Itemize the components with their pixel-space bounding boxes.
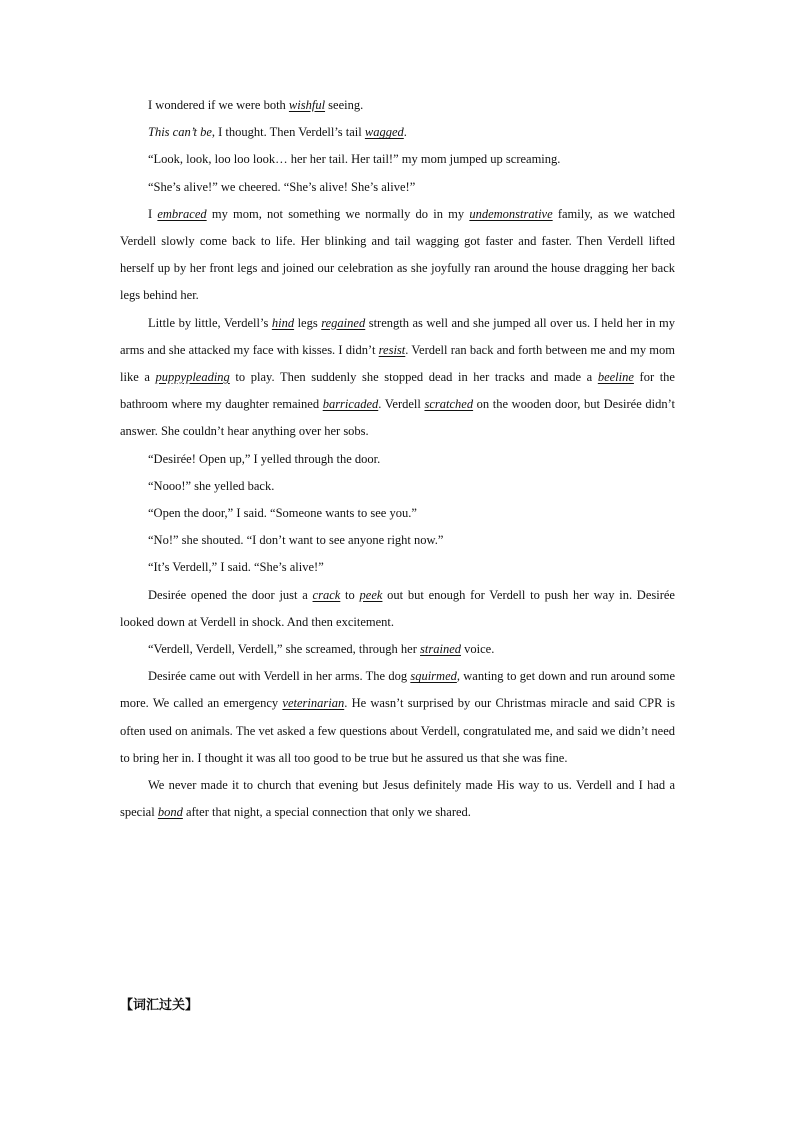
story-paragraph <box>120 500 675 527</box>
paragraph-text: . He wasn’t surprised by our Christmas miracle and said CPR is often used on animals. The vet asked a few questions about Verdell, congratulated me, and said we didn’t need to bring her in. I thought it was all too good to be true but he assured us that she was fine. <box>120 696 676 765</box>
paragraph-text: “No!” she shouted. “I don’t want to see anyone right now.” <box>148 533 444 548</box>
paragraph-text: . <box>403 125 407 140</box>
paragraph-text: family, as we watched Verdell slowly come back to life. Her blinking and tail wagging got faster and faster. Then Verdell lifted herself up by her front legs and joined our celebration as she joyfully ran around the house dragging her back legs behind her. <box>120 206 675 303</box>
paragraph-text: voice. <box>461 642 495 657</box>
vocabulary-word: scratched <box>424 397 474 412</box>
story-paragraph <box>120 174 675 201</box>
vocabulary-word: peek <box>359 587 383 602</box>
story-paragraph <box>120 146 675 173</box>
paragraph-text: to <box>340 587 360 602</box>
paragraph-text: seeing. <box>325 98 364 112</box>
vocabulary-section-heading: 【词汇过关】 <box>120 998 199 1013</box>
vocabulary-word: puppypleading <box>155 370 230 385</box>
paragraph-text: “Desirée! Open up,” I yelled through the door. <box>148 451 381 466</box>
paragraph-text: legs <box>294 315 322 330</box>
paragraph-text: “Open the door,” I said. “Someone wants to see you.” <box>148 506 417 521</box>
story-paragraph <box>120 527 675 554</box>
story-paragraph <box>120 663 675 772</box>
story-paragraph <box>120 636 675 663</box>
vocabulary-word: strained <box>420 642 461 657</box>
vocabulary-word: beeline <box>597 370 634 385</box>
vocabulary-word: hind <box>271 315 295 330</box>
paragraph-text: We never made it to church that evening but Jesus definitely made His way to us. Verdell and I had a special <box>120 778 675 820</box>
paragraph-text: “She’s alive!” we cheered. “She’s alive! She’s alive!” <box>148 179 416 194</box>
paragraph-text: for the bathroom where my daughter remained <box>120 370 675 412</box>
vocabulary-word: barricaded <box>322 397 379 412</box>
paragraph-text: Little by little, Verdell’s <box>148 315 272 330</box>
paragraph-text: my mom, not something we normally do in my <box>206 206 470 221</box>
paragraph-text: , wanting to get down and run around some more. We called an emergency <box>120 669 675 711</box>
story-paragraph <box>120 310 675 446</box>
paragraph-text: “Verdell, Verdell, Verdell,” she screamed, through her <box>148 642 421 657</box>
paragraph-text: out but enough for Verdell to push her way in. Desirée looked down at Verdell in shock. And then excitement. <box>120 587 675 629</box>
vocabulary-word: undemonstrative <box>469 206 553 221</box>
vocabulary-word: resist <box>378 342 406 357</box>
paragraph-text: . Verdell <box>378 397 425 412</box>
story-paragraph <box>120 582 675 636</box>
vocabulary-word: bond <box>157 805 183 820</box>
paragraph-text: “It’s Verdell,” I said. “She’s alive!” <box>148 560 324 575</box>
vocabulary-word: wishful <box>288 98 326 112</box>
paragraph-text: on the wooden door, but Desirée didn’t answer. She couldn’t hear anything over her sobs. <box>120 397 675 439</box>
paragraph-text: , I thought. Then Verdell’s tail <box>211 125 365 140</box>
vocabulary-word: wagged <box>364 125 404 140</box>
paragraph-text: to play. Then suddenly she stopped dead in her tracks and made a <box>229 370 598 385</box>
vocabulary-word: veterinarian <box>282 696 345 711</box>
story-paragraph <box>120 554 675 581</box>
vocabulary-word: crack <box>312 587 341 602</box>
vocabulary-word: regained <box>321 315 366 330</box>
story-paragraph <box>120 119 675 146</box>
paragraph-text: I wondered if we were both <box>148 98 289 112</box>
story-paragraph <box>120 92 675 119</box>
italic-text: This can’t be <box>148 125 212 140</box>
paragraph-text: I <box>148 206 158 221</box>
story-paragraph <box>120 446 675 473</box>
story-paragraph <box>120 201 675 310</box>
story-paragraph <box>120 772 675 826</box>
story-body <box>120 92 675 826</box>
paragraph-text: after that night, a special connection that only we shared. <box>182 805 471 820</box>
paragraph-text: Desirée came out with Verdell in her arms. The dog <box>148 669 411 684</box>
story-paragraph <box>120 473 675 500</box>
paragraph-text: strength as well and she jumped all over us. I held her in my arms and she attacked my face with kisses. I didn’t <box>120 315 675 357</box>
paragraph-text: Desirée opened the door just a <box>148 587 313 602</box>
vocabulary-word: squirmed <box>410 669 457 684</box>
paragraph-text: . Verdell ran back and forth between me and my mom like a <box>120 342 675 385</box>
vocabulary-word: embraced <box>157 206 207 221</box>
paragraph-text: “Look, look, loo loo look… her her tail. Her tail!” my mom jumped up screaming. <box>148 152 561 167</box>
paragraph-text: “Nooo!” she yelled back. <box>148 478 275 493</box>
